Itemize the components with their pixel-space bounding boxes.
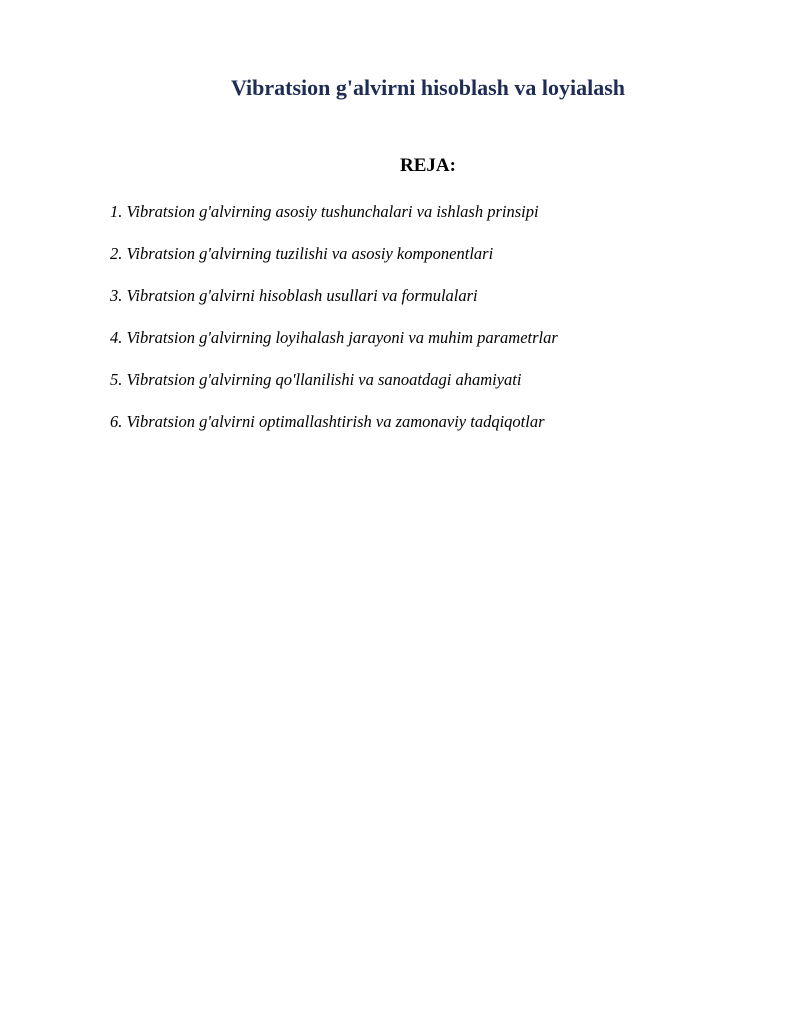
plan-item: 1. Vibratsion g'alvirning asosiy tushunchalari va ishlash prinsipi bbox=[110, 202, 539, 221]
plan-item: 5. Vibratsion g'alvirning qo'llanilishi va sanoatdagi ahamiyati bbox=[110, 370, 522, 389]
document-title: Vibratsion g'alvirni hisoblash va loyialash bbox=[230, 75, 626, 100]
plan-item: 4. Vibratsion g'alvirning loyihalash jarayoni va muhim parametrlar bbox=[110, 328, 558, 347]
plan-item: 6. Vibratsion g'alvirni optimallashtirish va zamonaviy tadqiqotlar bbox=[110, 412, 545, 431]
plan-heading: REJA: bbox=[400, 155, 456, 176]
plan-item: 2. Vibratsion g'alvirning tuzilishi va asosiy komponentlari bbox=[110, 244, 494, 263]
plan-list bbox=[110, 198, 558, 450]
plan-item: 3. Vibratsion g'alvirni hisoblash usullari va formulalari bbox=[110, 286, 478, 305]
